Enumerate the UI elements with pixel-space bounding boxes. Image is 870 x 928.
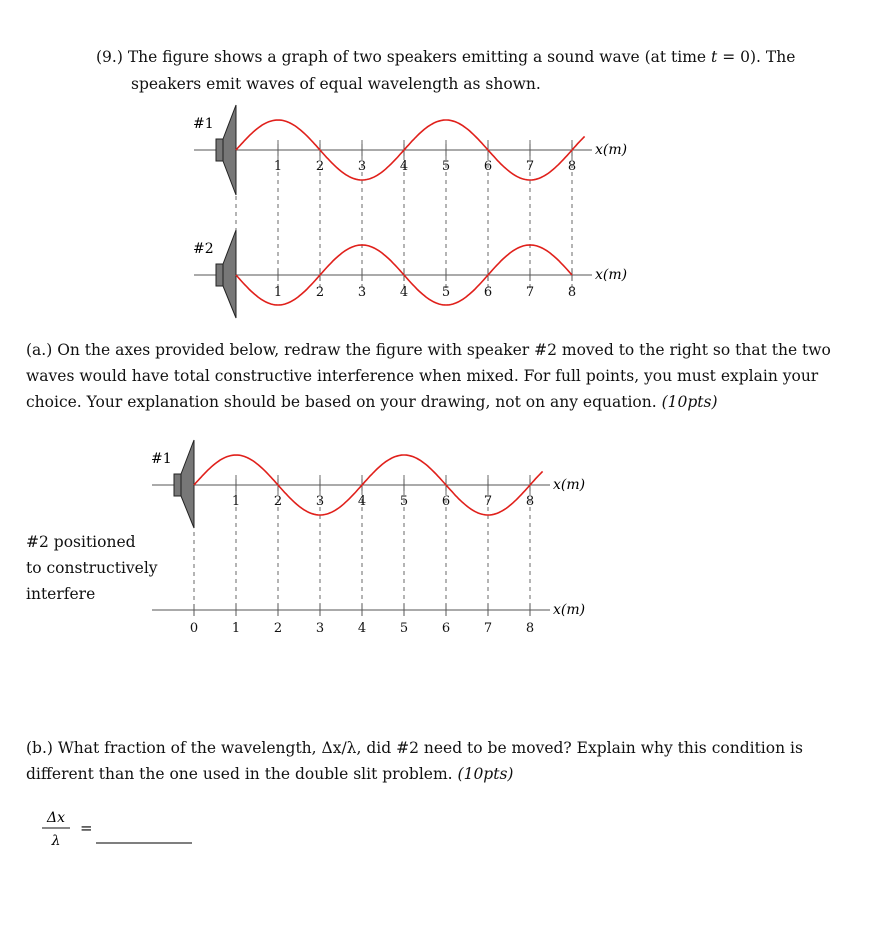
axis-label: x(m) — [553, 477, 586, 493]
tick-label: 5 — [399, 621, 409, 636]
tick-label: 5 — [441, 159, 451, 174]
tick-label: 6 — [441, 621, 451, 636]
t-variable: t — [711, 48, 718, 66]
tick-label: 6 — [483, 285, 493, 300]
tick-label: 2 — [315, 159, 325, 174]
tick-label: 1 — [231, 621, 241, 636]
part-a-line-1: (a.) On the axes provided below, redraw the figure with speaker #2 moved to the right so that the two — [26, 341, 831, 359]
tick-label: 0 — [189, 621, 199, 636]
tick-label: 7 — [483, 494, 493, 509]
tick-label: 3 — [357, 285, 367, 300]
axis-4 — [152, 602, 585, 636]
part-b-line-2-text: different than the one used in the double slit problem. — [26, 765, 453, 783]
tick-label: 8 — [567, 159, 577, 174]
axis-label: x(m) — [595, 142, 628, 158]
answer-speaker-1-icon — [174, 440, 194, 528]
speaker-1-label: #1 — [193, 116, 214, 132]
tick-label: 7 — [525, 285, 535, 300]
tick-label: 2 — [273, 621, 283, 636]
problem-intro-1: The figure shows a graph of two speakers emitting a sound wave (at time — [127, 48, 707, 66]
speaker-2-icon — [216, 230, 236, 318]
tick-label: 8 — [525, 494, 535, 509]
axis-label: x(m) — [553, 602, 586, 618]
answer-speaker-1-label: #1 — [151, 451, 172, 467]
tick-label: 4 — [399, 285, 409, 300]
tick-label: 7 — [483, 621, 493, 636]
tick-label: 2 — [315, 285, 325, 300]
part-a-points: (10pts) — [661, 393, 718, 411]
frac-numerator: Δx — [46, 810, 66, 826]
axis-3 — [151, 451, 585, 509]
tick-label: 4 — [399, 159, 409, 174]
problem-line-2: speakers emit waves of equal wavelength as shown. — [131, 75, 541, 93]
tick-label: 5 — [399, 494, 409, 509]
tick-label: 4 — [357, 621, 367, 636]
fraction-answer — [42, 810, 192, 849]
tick-label: 5 — [441, 285, 451, 300]
side-note-line-1: #2 positioned — [26, 533, 136, 551]
tick-label: 8 — [567, 285, 577, 300]
side-note-line-3: interfere — [26, 585, 96, 603]
tick-label: 7 — [525, 159, 535, 174]
frac-equals: = — [80, 819, 93, 837]
speaker-1-icon — [216, 105, 236, 195]
axis-2 — [193, 241, 627, 300]
axis-label: x(m) — [595, 267, 628, 283]
part-b-points: (10pts) — [457, 765, 514, 783]
tick-label: 6 — [441, 494, 451, 509]
tick-label: 1 — [231, 494, 241, 509]
speaker-2-label: #2 — [193, 241, 214, 257]
tick-label: 2 — [273, 494, 283, 509]
tick-label: 3 — [315, 621, 325, 636]
side-note-line-2: to constructively — [26, 559, 158, 577]
tick-label: 3 — [357, 159, 367, 174]
tick-label: 6 — [483, 159, 493, 174]
tick-label: 1 — [273, 159, 283, 174]
t-equals: = 0). The — [722, 48, 796, 66]
frac-denominator: λ — [51, 833, 61, 849]
tick-label: 1 — [273, 285, 283, 300]
part-a-line-3-text: choice. Your explanation should be based on your drawing, not on any equation. — [26, 393, 657, 411]
tick-label: 4 — [357, 494, 367, 509]
axis-1 — [193, 116, 627, 174]
tick-label: 3 — [315, 494, 325, 509]
part-b-line-1: (b.) What fraction of the wavelength, Δx/λ, did #2 need to be moved? Explain why this condition is — [26, 739, 803, 757]
part-a-line-2: waves would have total constructive interference when mixed. For full points, you must explain your — [26, 367, 819, 385]
problem-number: (9.) — [96, 48, 123, 66]
tick-label: 8 — [525, 621, 535, 636]
